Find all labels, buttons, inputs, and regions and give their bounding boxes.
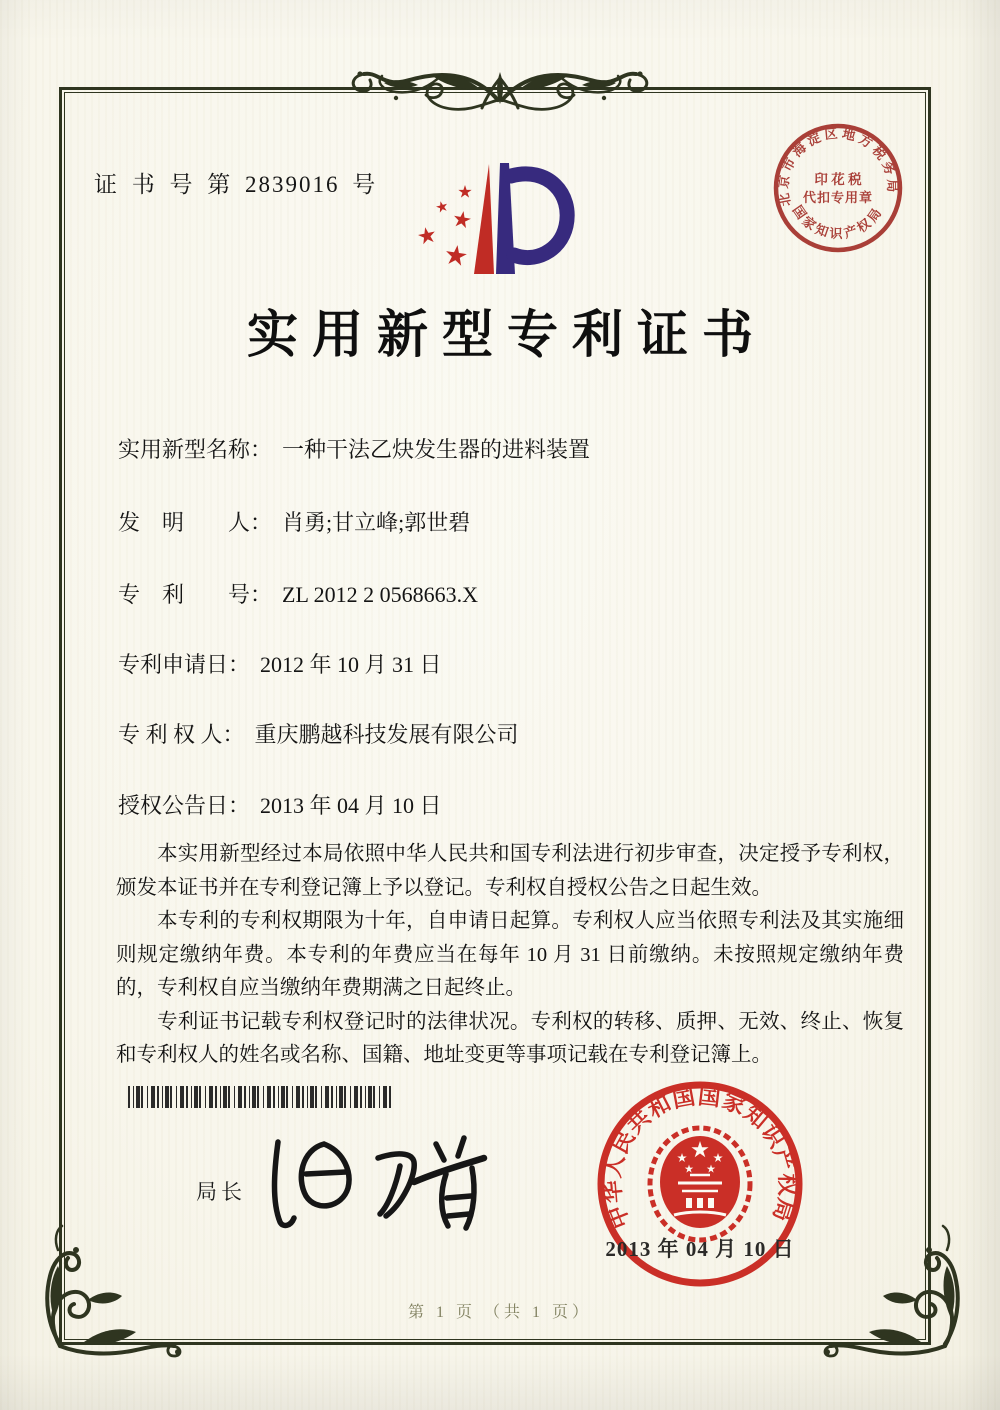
field-value: 2012 年 10 月 31 日 xyxy=(260,652,442,677)
certificate-number: 证 书 号 第 2839016 号 xyxy=(94,172,378,197)
tax-stamp-bottom-arc-text: 国家知识产权局 xyxy=(789,202,886,242)
tax-stamp-seal xyxy=(768,118,908,258)
seal-date: 2013 年 04 月 10 日 xyxy=(605,1237,795,1261)
commissioner-signature xyxy=(250,1114,490,1246)
seal-arc-text: 中华人民共和国国家知识产权局 xyxy=(599,1083,801,1232)
tax-stamp-center-line2: 代扣专用章 xyxy=(802,190,874,205)
field-value: ZL 2012 2 0568663.X xyxy=(282,582,478,607)
tax-stamp-top-arc-text: 北京市海淀区地方税务局 xyxy=(775,125,901,208)
field-value: 2013 年 04 月 10 日 xyxy=(260,793,442,818)
legal-paragraph: 本实用新型经过本局依照中华人民共和国专利法进行初步审查，决定授予专利权，颁发本证书并在专利登记簿上予以登记。专利权自授权公告之日起生效。 xyxy=(116,843,904,899)
tax-stamp-center-line1: 印 花 税 xyxy=(814,172,862,187)
barcode xyxy=(128,1086,391,1108)
svg-text:国家知识产权局 xyxy=(790,203,886,241)
national-emblem-icon xyxy=(650,1128,750,1240)
legal-paragraph: 专利证书记载专利权登记时的法律状况。专利权的转移、质押、无效、终止、恢复和专利权人的姓名或名称、国籍、地址变更等事项记载在专利登记簿上。 xyxy=(116,1010,904,1066)
field-value: 重庆鹏越科技发展有限公司 xyxy=(254,722,519,747)
field-inventors xyxy=(118,506,470,537)
legal-text xyxy=(116,838,904,1073)
page-footer: 第 1 页 （共 1 页） xyxy=(407,1304,592,1321)
commissioner-title-label: 局长 xyxy=(196,1180,246,1204)
field-label: 专 利 权 人： xyxy=(118,722,245,747)
field-label: 发 明 人： xyxy=(118,510,273,535)
field-grant-date xyxy=(118,789,442,820)
field-patent-number xyxy=(118,578,478,609)
certificate-title: 实用新型专利证书 xyxy=(246,308,767,364)
field-label: 实用新型名称： xyxy=(118,437,273,462)
field-label: 专 利 号： xyxy=(118,582,273,607)
field-label: 授权公告日： xyxy=(118,793,251,818)
field-label: 专利申请日： xyxy=(118,652,251,677)
legal-paragraph: 本专利的专利权期限为十年，自申请日起算。专利权人应当依照专利法及其实施细则规定缴纳年费。本专利的年费应当在每年 10 月 31 日前缴纳。未按照规定缴纳年费的，专利权自应当缴纳年费期满之日起终止。 xyxy=(116,910,904,999)
field-value: 一种干法乙炔发生器的进料装置 xyxy=(282,437,591,462)
field-application-date xyxy=(118,648,442,679)
field-utility-model-name xyxy=(118,433,590,464)
field-value: 肖勇;甘立峰;郭世碧 xyxy=(282,510,471,535)
field-patentee xyxy=(118,718,519,749)
